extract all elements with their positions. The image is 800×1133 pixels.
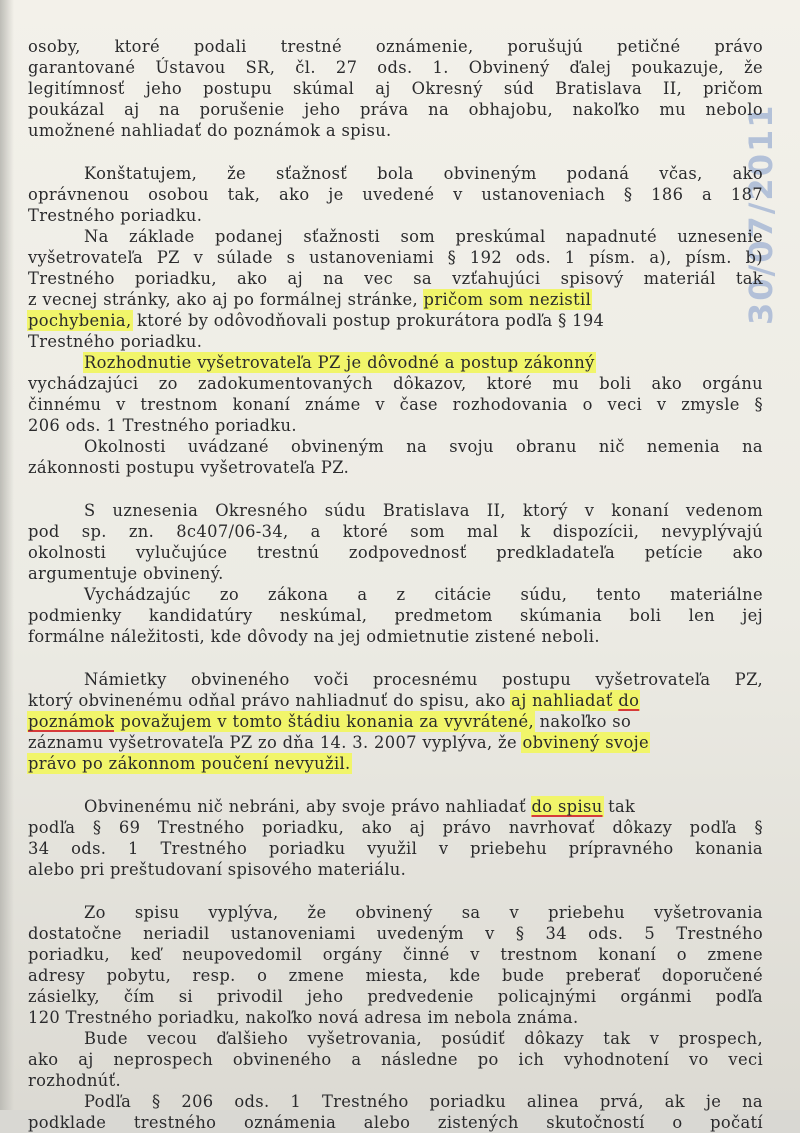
underlined-text: poznámok	[28, 712, 115, 731]
text-line: podľa § 69 Trestného poriadku, ako aj právo navrhovať dôkazy podľa §	[28, 818, 763, 837]
text-line: Námietky obvineného voči procesnému postupu vyšetrovateľa PZ,	[84, 670, 763, 689]
text-line: podmienky kandidatúry neskúmal, predmetom skúmania boli len jej	[28, 606, 763, 625]
text-line	[28, 690, 763, 711]
paragraph-12	[28, 1091, 763, 1133]
text-line	[28, 352, 763, 373]
paragraph-11	[28, 1028, 763, 1091]
text-fragment: z vecnej stránky, ako aj po formálnej stránke,	[28, 290, 424, 309]
paragraph-3	[28, 226, 763, 352]
text-line: zásielky, čím si privodil jeho predvedenie policajnými orgánmi podľa	[28, 987, 763, 1006]
text-fragment: ktoré by odôvodňovali postup prokurátora podľa § 194	[131, 311, 605, 330]
paragraph-5	[28, 436, 763, 478]
text-line: 34 ods. 1 Trestného poriadku využil v priebehu prípravného konania	[28, 839, 763, 858]
text-line	[28, 753, 763, 774]
text-line: alebo pri preštudovaní spisového materiálu.	[28, 860, 407, 879]
highlighted-text: považujem v tomto štádiu konania za vyvrátené,	[114, 712, 535, 731]
text-line: Trestného poriadku.	[28, 206, 203, 225]
text-line: adresy pobytu, resp. o zmene miesta, kde bude preberať doporučené	[28, 966, 763, 985]
text-line: poriadku, keď neupovedomil orgány činné v trestnom konaní o zmene	[28, 945, 763, 964]
text-line: argumentuje obvinený.	[28, 564, 224, 583]
text-line: Trestného poriadku, ako aj na vec sa vzťahujúci spisový materiál tak	[28, 269, 763, 288]
text-fragment: nakoľko so	[534, 712, 632, 731]
text-line: oprávnenou osobou tak, ako je uvedené v ustanoveniach § 186 a 187	[28, 185, 763, 204]
text-line	[28, 732, 763, 753]
paragraph-9	[28, 796, 763, 880]
text-line: Okolnosti uvádzané obvineným na svoju obranu nič nemenia na	[84, 437, 763, 456]
paragraph-2	[28, 163, 763, 226]
paragraph-7	[28, 584, 763, 647]
underlined-text: do	[618, 691, 640, 710]
text-line: dostatočne neriadil ustanoveniami uvedeným v § 34 ods. 5 Trestného	[28, 924, 763, 943]
text-line: legitímnosť jeho postupu skúmal aj Okresný súd Bratislava II, pričom	[28, 79, 763, 98]
text-line: pod sp. zn. 8c407/06-34, a ktoré som mal k dispozícii, nevyplývajú	[28, 522, 763, 541]
paragraph-10	[28, 902, 763, 1028]
text-line: Podľa § 206 ods. 1 Trestného poriadku alinea prvá, ak je na	[84, 1092, 763, 1111]
text-line: vyšetrovateľa PZ v súlade s ustanoveniami § 192 ods. 1 písm. a), písm. b)	[28, 248, 763, 267]
highlighted-text: pochybenia,	[28, 311, 132, 330]
text-line: 206 ods. 1 Trestného poriadku.	[28, 416, 297, 435]
text-fragment: ktorý obvinenému odňal právo nahliadnuť do spisu, ako	[28, 691, 512, 710]
text-line: garantované Ústavou SR, čl. 27 ods. 1. Obvinený ďalej poukazuje, že	[28, 58, 763, 77]
text-line: podklade trestného oznámenia alebo zistených skutočností o počatí	[28, 1113, 763, 1132]
text-line	[28, 310, 763, 331]
highlighted-text: aj nahliadať	[511, 691, 619, 710]
document-body	[28, 36, 763, 1133]
text-line: poukázal aj na porušenie jeho práva na obhajobu, nakoľko mu nebolo	[28, 100, 763, 119]
text-line: Na základe podanej sťažnosti som preskúmal napadnuté uznesenie	[84, 227, 763, 246]
text-line: umožnené nahliadať do poznámok a spisu.	[28, 121, 392, 140]
text-line: 120 Trestného poriadku, nakoľko nová adresa im nebola známa.	[28, 1008, 579, 1027]
text-line: Konštatujem, že sťažnosť bola obvineným podaná včas, ako	[84, 164, 763, 183]
text-fragment: Obvinenému nič nebráni, aby svoje právo nahliadať	[84, 797, 532, 816]
text-line: Bude vecou ďalšieho vyšetrovania, posúdiť dôkazy tak v prospech,	[84, 1029, 763, 1048]
date-stamp: 30/07/2011	[742, 103, 780, 325]
paragraph-4	[28, 352, 763, 436]
paragraph-6	[28, 500, 763, 584]
paragraph-1	[28, 36, 763, 141]
text-line: osoby, ktoré podali trestné oznámenie, porušujú petičné právo	[28, 37, 763, 56]
text-line: vychádzajúci zo zadokumentovaných dôkazov, ktoré mu boli ako orgánu	[28, 374, 763, 393]
text-line	[28, 289, 763, 310]
text-line: ako aj neprospech obvineného a následne po ich vyhodnotení vo veci	[28, 1050, 763, 1069]
scan-shadow	[0, 0, 14, 1110]
text-fragment: tak	[602, 797, 636, 816]
text-line: zákonnosti postupu vyšetrovateľa PZ.	[28, 458, 350, 477]
underlined-text: do spisu	[531, 797, 603, 816]
text-line: Zo spisu vyplýva, že obvinený sa v priebehu vyšetrovania	[84, 903, 763, 922]
text-line: Trestného poriadku.	[28, 332, 203, 351]
text-fragment: záznamu vyšetrovateľa PZ zo dňa 14. 3. 2007 vyplýva, že	[28, 733, 523, 752]
text-line	[28, 711, 763, 732]
text-line: rozhodnúť.	[28, 1071, 122, 1090]
text-line: formálne náležitosti, kde dôvody na jej odmietnutie zistené neboli.	[28, 627, 600, 646]
paragraph-8	[28, 669, 763, 774]
text-line: S uznesenia Okresného súdu Bratislava II, ktorý v konaní vedenom	[84, 501, 763, 520]
text-line: okolnosti vylučujúce trestnú zodpovednosť predkladateľa petície ako	[28, 543, 763, 562]
highlighted-text: právo po zákonnom poučení nevyužil.	[28, 754, 351, 773]
text-line: činnému v trestnom konaní známe v čase rozhodovania o veci v zmysle §	[28, 395, 763, 414]
highlighted-text: obvinený svoje	[522, 733, 650, 752]
highlighted-text: pričom som nezistil	[423, 290, 592, 309]
text-line	[28, 796, 763, 817]
highlighted-text: Rozhodnutie vyšetrovateľa PZ je dôvodné a postup zákonný	[84, 353, 595, 372]
text-line: Vychádzajúc zo zákona a z citácie súdu, tento materiálne	[84, 585, 763, 604]
